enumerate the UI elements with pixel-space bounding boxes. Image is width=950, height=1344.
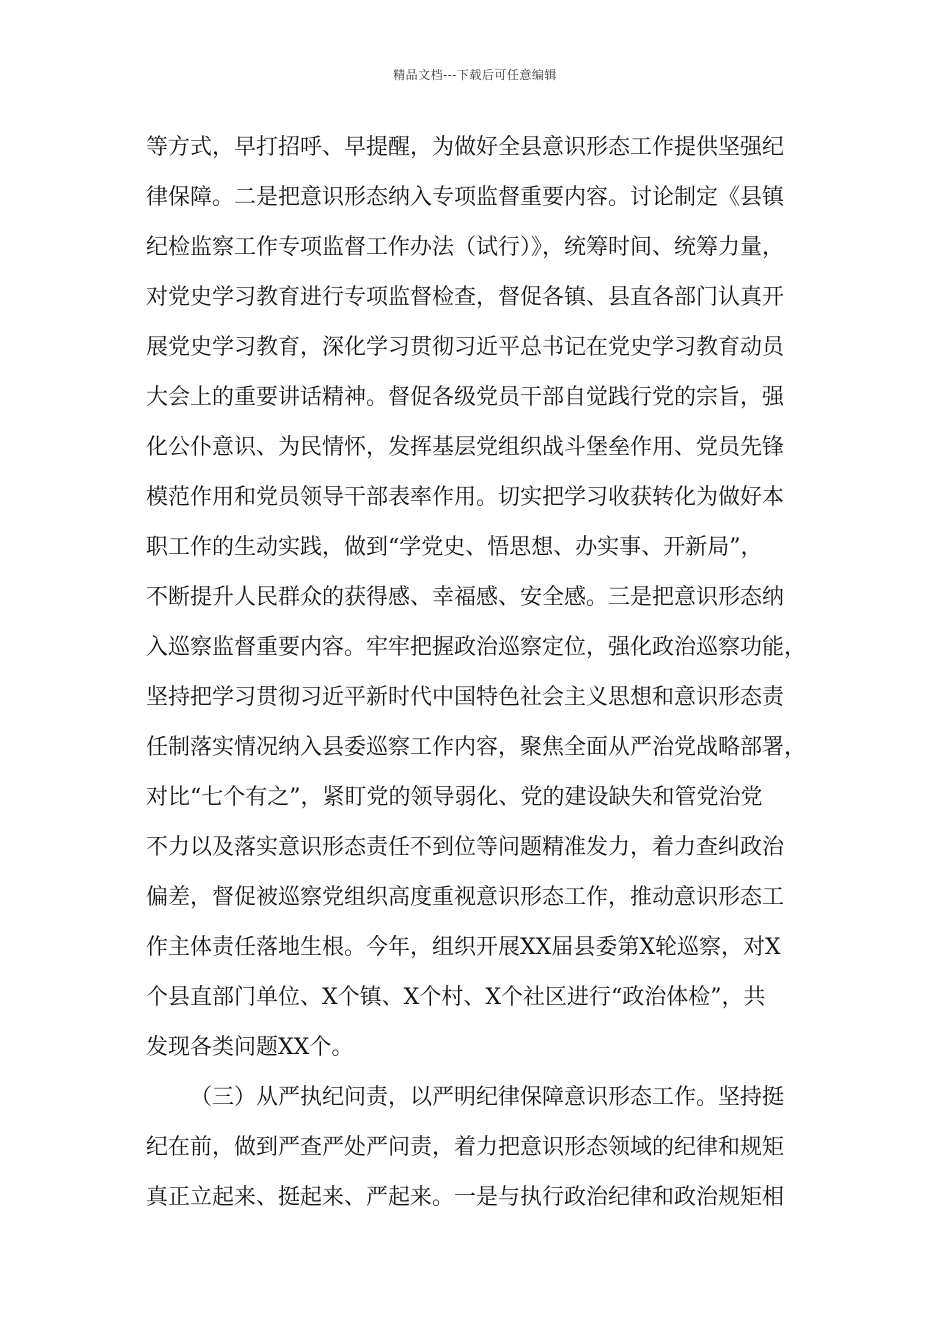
text-line-9: 职工作的生动实践，做到“学党史、悟思想、办实事、开新局”，	[146, 535, 763, 560]
text-line-17: 作主体责任落地生根。今年，组织开展XX届县委第X轮巡察，对X	[146, 935, 781, 960]
text-line-8: 模范作用和党员领导干部表率作用。切实把学习收获转化为做好本	[146, 485, 785, 510]
text-line-21: 纪在前，做到严查严处严问责，着力把意识形态领域的纪律和规矩	[146, 1135, 785, 1160]
text-line-12: 坚持把学习贯彻习近平新时代中国特色社会主义思想和意识形态责	[146, 685, 785, 710]
text-line-20: （三）从严执纪问责，以严明纪律保障意识形态工作。坚持挺	[190, 1085, 785, 1110]
text-line-2: 律保障。二是把意识形态纳入专项监督重要内容。讨论制定《县镇	[146, 185, 785, 210]
page-header: 精品文档---下载后可任意编辑	[393, 68, 557, 82]
text-line-11: 入巡察监督重要内容。牢牢把握政治巡察定位，强化政治巡察功能，	[146, 635, 807, 660]
document-body	[146, 134, 826, 1234]
text-line-10: 不断提升人民群众的获得感、幸福感、安全感。三是把意识形态纳	[146, 585, 785, 610]
text-line-5: 展党史学习教育，深化学习贯彻习近平总书记在党史学习教育动员	[146, 335, 785, 360]
text-line-7: 化公仆意识、为民情怀，发挥基层党组织战斗堡垒作用、党员先锋	[146, 435, 785, 460]
text-line-4: 对党史学习教育进行专项监督检查，督促各镇、县直各部门认真开	[146, 285, 785, 310]
text-line-18: 个县直部门单位、X个镇、X个村、X个社区进行“政治体检”，共	[146, 985, 766, 1010]
text-line-6: 大会上的重要讲话精神。督促各级党员干部自觉践行党的宗旨，强	[146, 385, 785, 410]
text-line-14: 对比“七个有之”，紧盯党的领导弱化、党的建设缺失和管党治党	[146, 785, 763, 810]
text-line-15: 不力以及落实意识形态责任不到位等问题精准发力，着力查纠政治	[146, 835, 785, 860]
text-line-3: 纪检监察工作专项监督工作办法（试行）》，统筹时间、统筹力量，	[146, 235, 785, 260]
text-line-1: 等方式，早打招呼、早提醒，为做好全县意识形态工作提供坚强纪	[146, 135, 785, 160]
text-line-16: 偏差，督促被巡察党组织高度重视意识形态工作，推动意识形态工	[146, 885, 785, 910]
text-line-22: 真正立起来、挺起来、严起来。一是与执行政治纪律和政治规矩相	[146, 1185, 785, 1210]
text-line-19: 发现各类问题XX个。	[146, 1035, 354, 1060]
text-line-13: 任制落实情况纳入县委巡察工作内容，聚焦全面从严治党战略部署，	[146, 735, 807, 760]
